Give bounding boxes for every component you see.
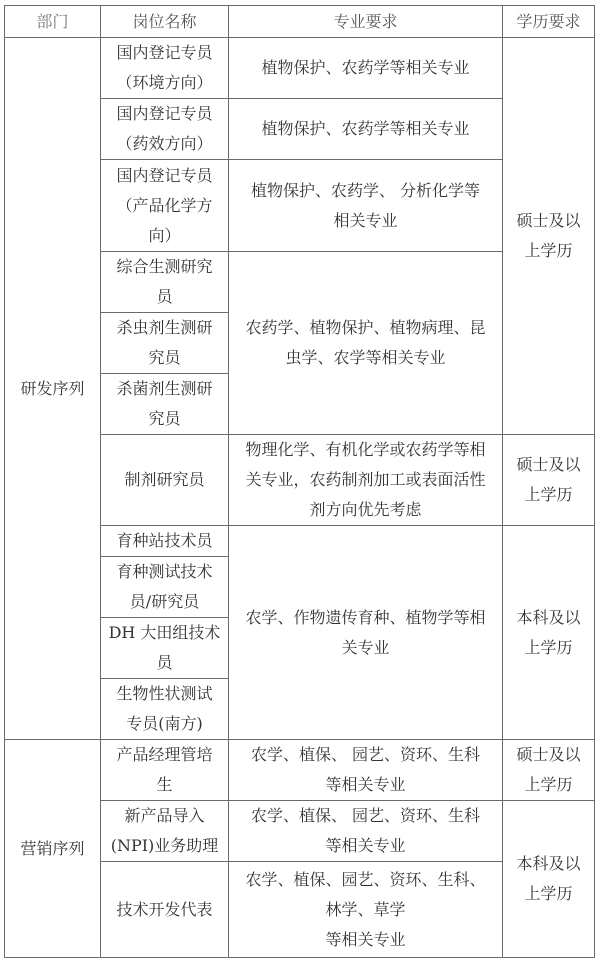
position-cell: 国内登记专员 （产品化学方 向） (101, 160, 229, 252)
table-row (5, 38, 595, 99)
position-cell: DH 大田组技术 员 (101, 618, 229, 679)
header-education: 学历要求 (503, 6, 595, 38)
header-dept: 部门 (5, 6, 101, 38)
recruitment-table (4, 5, 595, 958)
major-cell: 植物保护、农药学等相关专业 (229, 99, 503, 160)
table-row (5, 740, 595, 801)
major-cell: 农学、作物遗传育种、植物学等相 关专业 (229, 526, 503, 740)
position-cell: 技术开发代表 (101, 862, 229, 958)
position-cell: 杀菌剂生测研 究员 (101, 374, 229, 435)
major-cell: 植物保护、农药学、 分析化学等 相关专业 (229, 160, 503, 252)
header-position: 岗位名称 (101, 6, 229, 38)
education-cell: 硕士及以 上学历 (503, 435, 595, 526)
education-cell: 硕士及以 上学历 (503, 740, 595, 801)
position-cell: 育种站技术员 (101, 526, 229, 557)
major-cell: 物理化学、有机化学或农药学等相 关专业，农药制剂加工或表面活性 剂方向优先考虑 (229, 435, 503, 526)
dept-cell-marketing: 营销序列 (5, 740, 101, 958)
position-cell: 国内登记专员 （环境方向） (101, 38, 229, 99)
dept-cell-rd: 研发序列 (5, 38, 101, 740)
position-cell: 杀虫剂生测研 究员 (101, 313, 229, 374)
major-cell: 植物保护、农药学等相关专业 (229, 38, 503, 99)
major-cell: 农药学、植物保护、植物病理、昆 虫学、农学等相关专业 (229, 252, 503, 435)
major-cell: 农学、植保、园艺、资环、生科、 林学、草学 等相关专业 (229, 862, 503, 958)
position-cell: 产品经理管培 生 (101, 740, 229, 801)
education-cell: 本科及以 上学历 (503, 526, 595, 740)
position-cell: 制剂研究员 (101, 435, 229, 526)
position-cell: 生物性状测试 专员(南方) (101, 679, 229, 740)
education-cell: 本科及以 上学历 (503, 801, 595, 958)
major-cell: 农学、植保、 园艺、资环、生科 等相关专业 (229, 740, 503, 801)
header-major: 专业要求 (229, 6, 503, 38)
position-cell: 新产品导入 (NPI)业务助理 (101, 801, 229, 862)
position-cell: 综合生测研究 员 (101, 252, 229, 313)
position-cell: 国内登记专员 （药效方向） (101, 99, 229, 160)
position-cell: 育种测试技术 员/研究员 (101, 557, 229, 618)
education-cell: 硕士及以 上学历 (503, 38, 595, 435)
header-row (5, 6, 595, 38)
major-cell: 农学、植保、 园艺、资环、生科 等相关专业 (229, 801, 503, 862)
